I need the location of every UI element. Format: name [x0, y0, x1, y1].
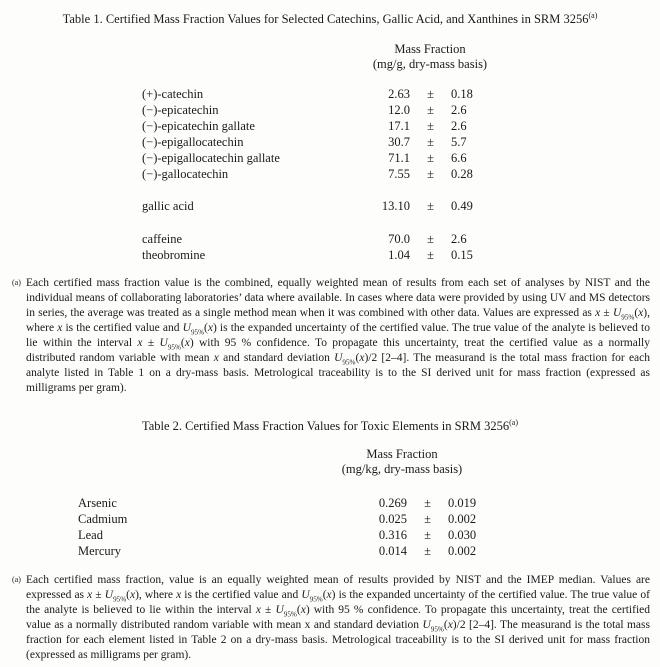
- uncertainty-value: 0.28: [451, 167, 473, 181]
- footnote-marker: (a): [12, 278, 21, 287]
- mass-fraction-value: 0.316: [378, 528, 407, 542]
- table1-title-text: Table 1. Certified Mass Fraction Values for Selected Catechins, Gallic Acid, and Xanthines in SRM 3256: [62, 12, 589, 26]
- uncertainty-value: 2.6: [451, 232, 467, 246]
- uncertainty-value: 0.15: [451, 248, 473, 262]
- table1-header-line2: (mg/g, dry-mass basis): [372, 57, 488, 71]
- table2: [78, 495, 512, 559]
- plus-minus-sign: ±: [427, 248, 434, 262]
- footnote-text: Each certified mass fraction, value is an equally weighted mean of results provided by NIST and the IMEP median. Values are expressed as $x \pm U_{95\%}(x)$, where x is the certified value and $U_{95\%}(x)$ is the expanded uncertainty of the certified value. The true value of the analyte is believed to lie within the interval $x \pm U_{95\%}(x)$ with 95 % confidence. To propagate this uncertainty, treat the certified value as a normally distributed random variable with mean x and standard deviation $U_{95\%}(x)/2$ [2–4]. The measurand is the total mass fraction for each element listed in Table 2 on a dry-mass basis. Metrological traceability is to the SI derived unit for mass fraction (expressed as milligrams per gram).: [26, 574, 651, 661]
- plus-minus-sign: ±: [427, 167, 434, 181]
- table1-title-footnote-marker: (a): [588, 10, 598, 20]
- table-row: [78, 495, 512, 511]
- table-row: [142, 102, 515, 118]
- mass-fraction-value: 7.55: [388, 167, 410, 181]
- footnote-marker: (a): [12, 575, 21, 584]
- table-row: [142, 86, 515, 102]
- plus-minus-sign: ±: [427, 135, 434, 149]
- plus-minus-sign: ±: [427, 87, 434, 101]
- analyte-name: (−)-epigallocatechin gallate: [142, 151, 280, 165]
- table-row: [142, 166, 515, 182]
- table-row: [142, 231, 515, 247]
- mass-fraction-value: 13.10: [381, 199, 410, 213]
- mass-fraction-value: 0.269: [378, 496, 407, 510]
- uncertainty-value: 0.030: [448, 528, 477, 542]
- table-row: [78, 543, 512, 559]
- table2-title-text: Table 2. Certified Mass Fraction Values for Toxic Elements in SRM 3256: [141, 419, 510, 433]
- mass-fraction-value: 1.04: [388, 248, 410, 262]
- table1-header-line1: Mass Fraction: [394, 42, 466, 56]
- table-row: [142, 134, 515, 150]
- analyte-name: caffeine: [142, 232, 183, 246]
- table2-footnote: [12, 573, 650, 663]
- uncertainty-value: 0.49: [451, 199, 473, 213]
- mass-fraction-value: 30.7: [388, 135, 410, 149]
- element-name: Cadmium: [78, 512, 128, 526]
- analyte-name: theobromine: [142, 248, 206, 262]
- uncertainty-value: 0.019: [448, 496, 477, 510]
- uncertainty-value: 2.6: [451, 103, 467, 117]
- uncertainty-value: 5.7: [451, 135, 467, 149]
- analyte-name: (−)-epicatechin gallate: [142, 119, 255, 133]
- plus-minus-sign: ±: [424, 544, 431, 558]
- table-row: [142, 118, 515, 134]
- plus-minus-sign: ±: [424, 512, 431, 526]
- plus-minus-sign: ±: [427, 119, 434, 133]
- table2-title: [0, 419, 660, 434]
- uncertainty-value: 0.18: [451, 87, 473, 101]
- uncertainty-value: 0.002: [448, 512, 477, 526]
- plus-minus-sign: ±: [424, 496, 431, 510]
- table1: [142, 86, 515, 263]
- plus-minus-sign: ±: [427, 232, 434, 246]
- uncertainty-value: 6.6: [451, 151, 467, 165]
- mass-fraction-value: 70.0: [388, 232, 410, 246]
- element-name: Lead: [78, 528, 103, 542]
- table2-title-footnote-marker: (a): [509, 417, 519, 427]
- analyte-name: (−)-epicatechin: [142, 103, 219, 117]
- plus-minus-sign: ±: [427, 199, 434, 213]
- table2-column-header: [302, 447, 502, 477]
- table-row: [78, 527, 512, 543]
- table-row: [142, 198, 515, 214]
- table1-footnote: [12, 276, 650, 396]
- plus-minus-sign: ±: [427, 103, 434, 117]
- plus-minus-sign: ±: [427, 151, 434, 165]
- element-name: Arsenic: [78, 496, 117, 510]
- table2-header-line2: (mg/kg, dry-mass basis): [341, 462, 463, 476]
- analyte-name: (−)-gallocatechin: [142, 167, 229, 181]
- analyte-name: (−)-epigallocatechin: [142, 135, 244, 149]
- analyte-name: (+)-catechin: [142, 87, 204, 101]
- analyte-name: gallic acid: [142, 199, 194, 213]
- mass-fraction-value: 71.1: [388, 151, 410, 165]
- table2-header-line1: Mass Fraction: [366, 447, 438, 461]
- uncertainty-value: 0.002: [448, 544, 477, 558]
- mass-fraction-value: 2.63: [388, 87, 410, 101]
- table-row: [142, 150, 515, 166]
- table-row: [78, 511, 512, 527]
- table1-title: [0, 12, 660, 27]
- uncertainty-value: 2.6: [451, 119, 467, 133]
- element-name: Mercury: [78, 544, 122, 558]
- mass-fraction-value: 12.0: [388, 103, 410, 117]
- mass-fraction-value: 0.014: [378, 544, 407, 558]
- footnote-text: Each certified mass fraction value is the combined, equally weighted mean of results from each set of analyses by NIST and the individual means of collaborating laboratories’ data where available. In cases where data were provided by using UV and MS detectors in series, the average was treated as a single method mean when it was combined with other data. Values are expressed as $x \pm U_{95\%}(x)$, where x is the certified value and $U_{95\%}(x)$ is the expanded uncertainty of the certified value. The true value of the analyte is believed to lie within the interval $x \pm U_{95\%}(x)$ with 95 % confidence. To propagate this uncertainty, treat the certified value as a normally distributed random variable with mean x and standard deviation $U_{95\%}(x)/2$ [2–4]. The measurand is the total mass fraction for each analyte listed in Table 1 on a dry-mass basis. Metrological traceability is to the SI derived unit for mass fraction (expressed as milligrams per gram).: [26, 277, 651, 394]
- plus-minus-sign: ±: [424, 528, 431, 542]
- mass-fraction-value: 0.025: [378, 512, 407, 526]
- table1-column-header: [330, 42, 530, 72]
- table-row: [142, 247, 515, 263]
- mass-fraction-value: 17.1: [388, 119, 410, 133]
